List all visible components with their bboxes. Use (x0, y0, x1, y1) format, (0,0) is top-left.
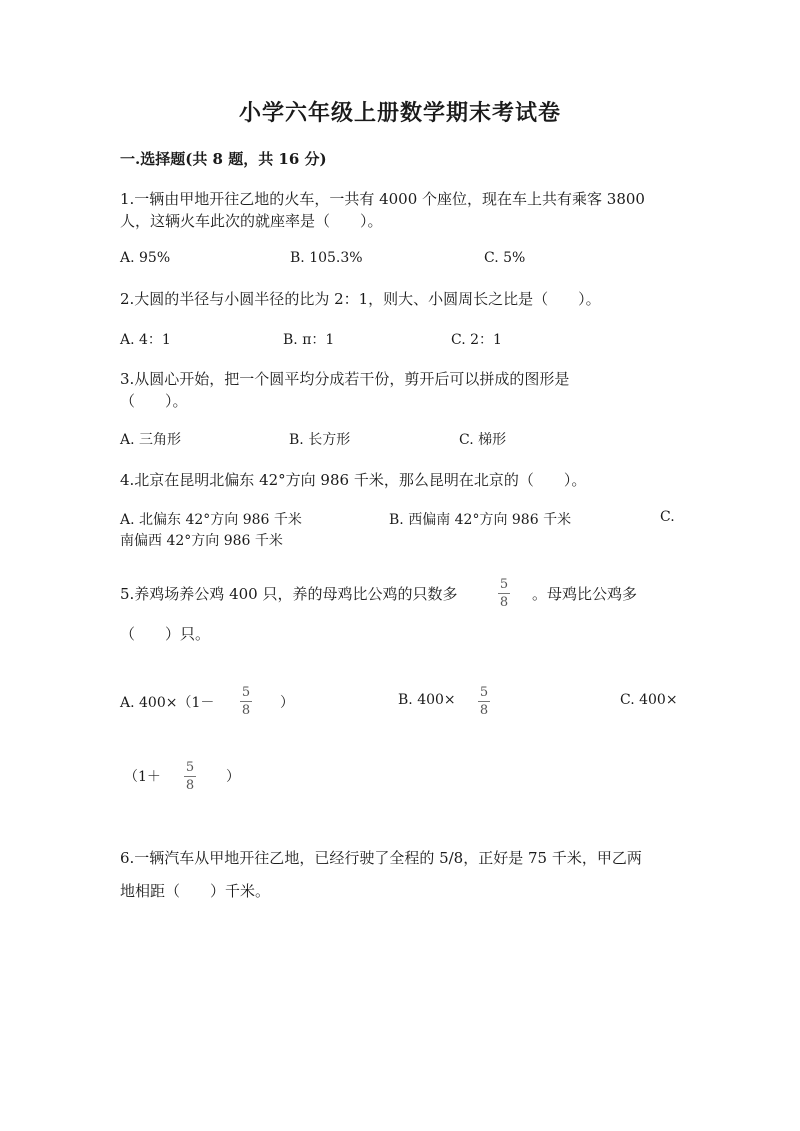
fraction-numerator: 5 (241, 685, 251, 700)
question-1-option-a: A. 95% (120, 250, 171, 266)
fraction-numerator: 5 (499, 577, 509, 592)
question-4-option-a: A. 北偏东 42°方向 986 千米 (120, 512, 302, 528)
question-2-option-c: C. 2：1 (451, 332, 502, 348)
section-heading: 一.选择题(共 8 题，共 16 分) (120, 150, 327, 168)
question-2-line-1: 2.大圆的半径与小圆半径的比为 2：1，则大、小圆周长之比是（ ）。 (120, 290, 601, 308)
question-5-line-1a: 5.养鸡场养公鸡 400 只，养的母鸡比公鸡的只数多 (120, 585, 458, 603)
question-1-option-b: B. 105.3% (290, 250, 363, 266)
question-4-line-1: 4.北京在昆明北偏东 42°方向 986 千米，那么昆明在北京的（ ）。 (120, 471, 587, 489)
question-2-option-a: A. 4：1 (120, 332, 171, 348)
fraction-bar (478, 701, 490, 702)
fraction-bar (240, 701, 252, 702)
question-5-option-c-open: （1＋ (124, 769, 161, 785)
question-4-option-b: B. 西偏南 42°方向 986 千米 (389, 512, 572, 528)
question-1-line-2: 人，这辆火车此次的就座率是（ ）。 (120, 212, 383, 230)
question-3-option-c: C. 梯形 (459, 432, 507, 448)
fraction-five-eighths (240, 685, 252, 718)
question-5-option-a-suffix: ） (280, 695, 294, 711)
question-1-line-1: 1.一辆由甲地开往乙地的火车，一共有 4000 个座位，现在车上共有乘客 3800 (120, 190, 645, 208)
fraction-five-eighths (498, 577, 510, 610)
fraction-denominator: 8 (241, 703, 251, 718)
question-2-option-b: B. π：1 (283, 332, 335, 348)
question-4-option-c-label: C. (660, 509, 675, 525)
question-5-line-2: （ ）只。 (120, 625, 211, 643)
question-6-line-2: 地相距（ ）千米。 (120, 882, 271, 900)
question-3-line-1: 3.从圆心开始，把一个圆平均分成若干份，剪开后可以拼成的图形是 (120, 370, 570, 388)
question-3-line-2: （ ）。 (120, 392, 188, 410)
fraction-bar (184, 776, 196, 777)
fraction-denominator: 8 (499, 595, 509, 610)
fraction-bar (498, 593, 510, 594)
question-1-option-c: C. 5% (484, 250, 526, 266)
question-6-line-1: 6.一辆汽车从甲地开往乙地，已经行驶了全程的 5/8，正好是 75 千米，甲乙两 (120, 849, 642, 867)
fraction-numerator: 5 (479, 685, 489, 700)
fraction-denominator: 8 (479, 703, 489, 718)
question-3-option-a: A. 三角形 (120, 432, 182, 448)
fraction-numerator: 5 (185, 760, 195, 775)
question-5-option-a-prefix: A. 400×（1－ (120, 695, 215, 711)
fraction-five-eighths (478, 685, 490, 718)
question-4-option-c-text: 南偏西 42°方向 986 千米 (120, 533, 283, 549)
fraction-five-eighths (184, 760, 196, 793)
fraction-denominator: 8 (185, 778, 195, 793)
question-3-option-b: B. 长方形 (289, 432, 351, 448)
question-5-line-1b: 。母鸡比公鸡多 (532, 585, 638, 603)
question-5-option-b-prefix: B. 400× (398, 692, 456, 708)
question-5-option-c-close: ） (226, 769, 240, 785)
exam-title: 小学六年级上册数学期末考试卷 (238, 100, 561, 126)
question-5-option-c-prefix: C. 400× (620, 692, 678, 708)
